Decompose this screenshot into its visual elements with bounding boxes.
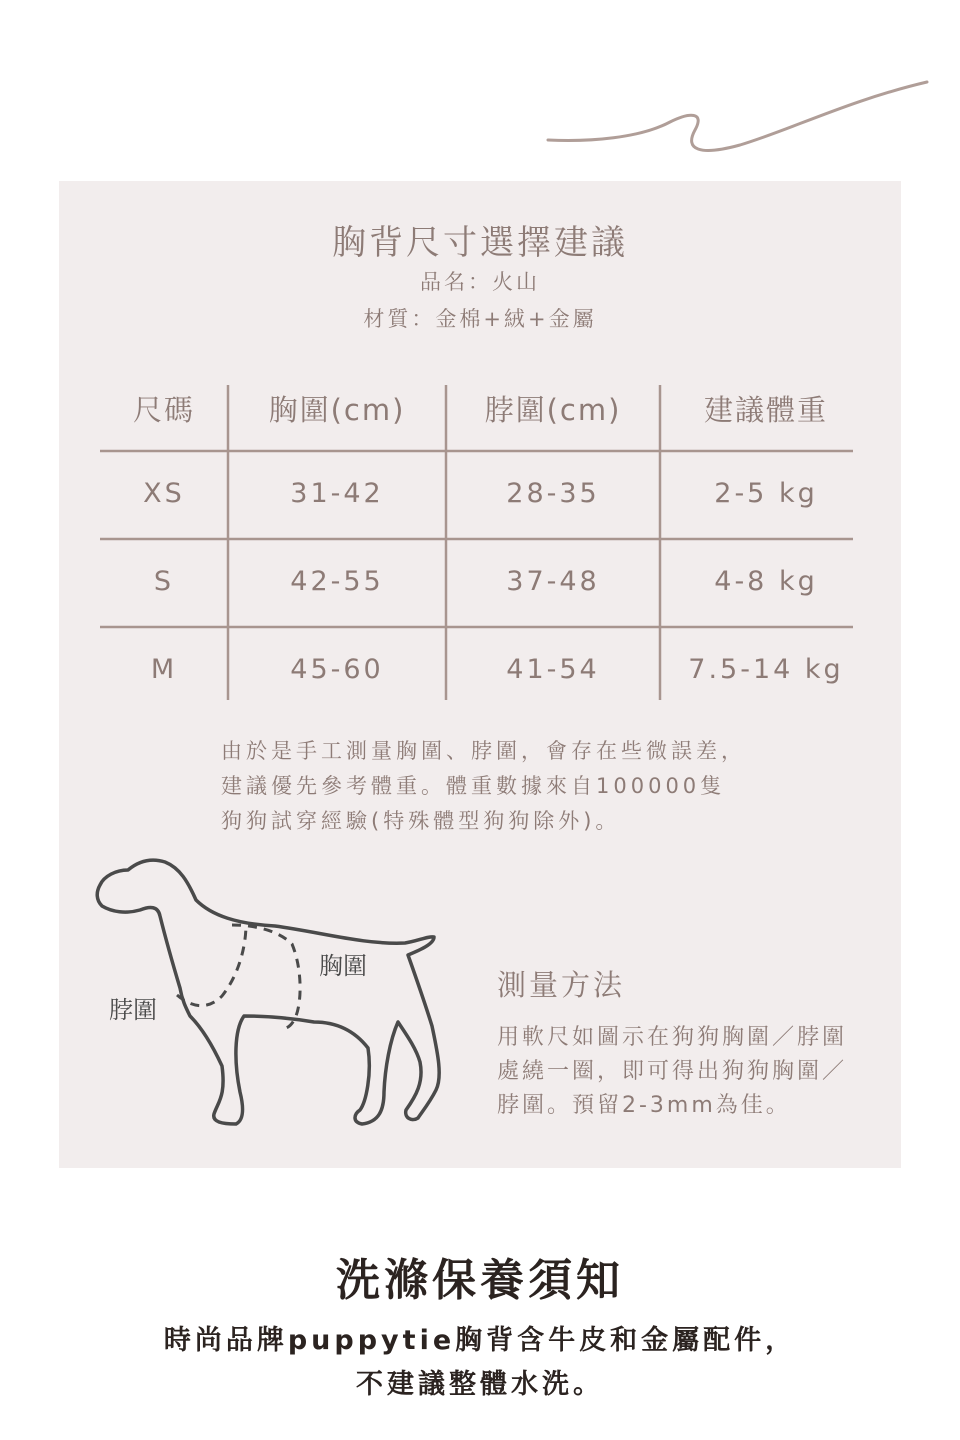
note-line-3: 狗狗試穿經驗(特殊體型狗狗除外)。 — [221, 809, 621, 833]
row-xs-neck: 28-35 — [506, 478, 600, 509]
row-m-size: M — [150, 654, 178, 685]
care-line-2: 不建議整體水洗。 — [356, 1369, 604, 1400]
note-line-2: 建議優先參考體重。體重數據來自100000隻 — [221, 774, 726, 798]
method-line-3: 脖圍。預留2-3mm為佳。 — [497, 1093, 791, 1118]
neck-label: 脖圍 — [109, 996, 157, 1024]
product-material: 材質：金棉+絨+金屬 — [363, 307, 597, 331]
note-line-1: 由於是手工測量胸圍、脖圍，會存在些微誤差， — [221, 739, 746, 763]
header-size: 尺碼 — [132, 393, 195, 427]
row-m-chest: 45-60 — [290, 654, 384, 685]
care-title: 洗滌保養須知 — [336, 1255, 624, 1306]
row-xs-weight: 2-5 kg — [714, 478, 818, 509]
row-s-size: S — [153, 566, 175, 597]
header-weight: 建議體重 — [703, 393, 828, 427]
row-xs-chest: 31-42 — [290, 478, 384, 509]
row-xs-size: XS — [143, 478, 185, 509]
chest-label: 胸圍 — [319, 952, 367, 980]
row-m-weight: 7.5-14 kg — [688, 654, 844, 685]
method-line-1: 用軟尺如圖示在狗狗胸圍／脖圍 — [497, 1025, 848, 1050]
product-name: 品名：火山 — [420, 270, 540, 294]
method-line-2: 處繞一圈，即可得出狗狗胸圍／ — [497, 1059, 848, 1084]
page-title: 胸背尺寸選擇建議 — [332, 223, 628, 263]
row-m-neck: 41-54 — [506, 654, 600, 685]
row-s-neck: 37-48 — [506, 566, 600, 597]
row-s-chest: 42-55 — [290, 566, 384, 597]
row-s-weight: 4-8 kg — [714, 566, 818, 597]
header-chest: 胸圍(cm) — [268, 393, 406, 427]
care-line-1: 時尚品牌puppytie胸背含牛皮和金屬配件， — [163, 1325, 797, 1356]
method-title: 測量方法 — [497, 968, 626, 1002]
header-neck: 脖圍(cm) — [484, 393, 622, 427]
